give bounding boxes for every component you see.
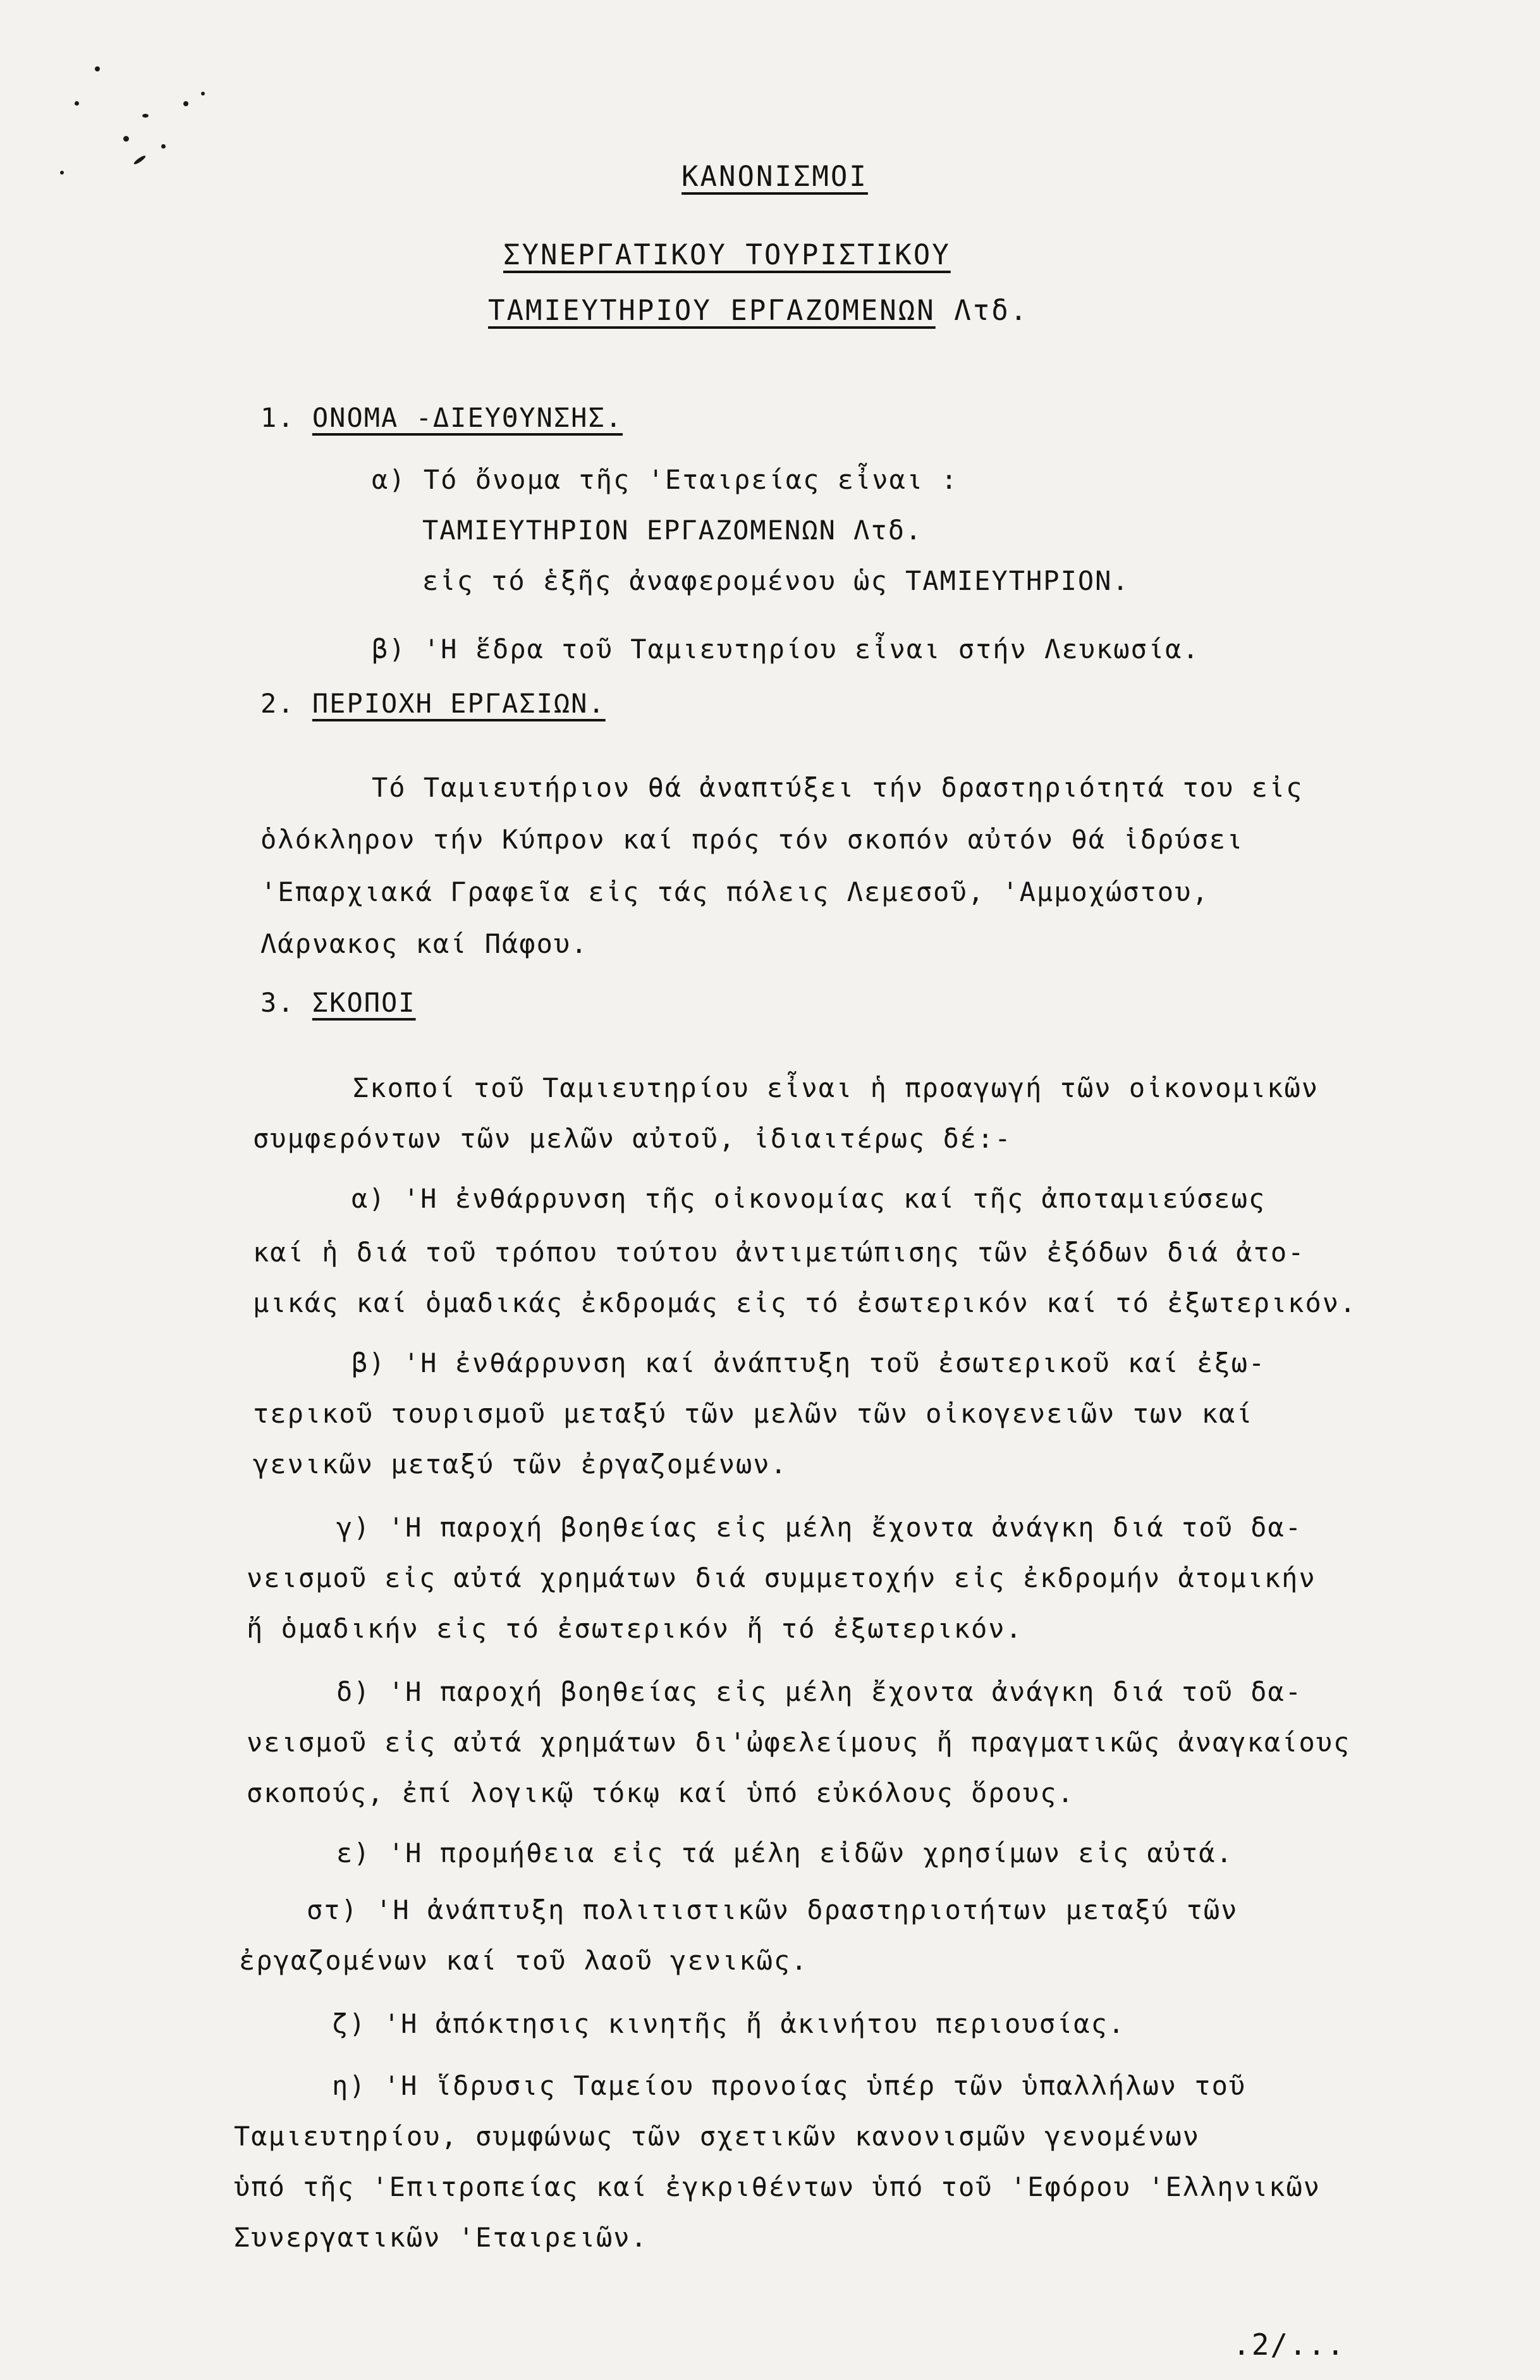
- section-3-line: η) 'Η ἵδρυσις Ταμείου προνοίας ὑπέρ τῶν ὑπαλλήλων τοῦ: [332, 2070, 1247, 2101]
- section-3-line: ε) 'Η προμήθεια εἰς τά μέλη εἰδῶν χρησίμων εἰς αὐτά.: [336, 1837, 1233, 1868]
- section-3-line: συμφερόντων τῶν μελῶν αὐτοῦ, ἰδιαιτέρως δέ:-: [253, 1123, 1012, 1154]
- section-1-line: ΤΑΜΙΕΥΤΗΡΙΟΝ ΕΡΓΑΖΟΜΕΝΩΝ Λτδ.: [422, 515, 923, 546]
- section-3-line: στ) 'Η ἀνάπτυξη πολιτιστικῶν δραστηριοτήτων μεταξύ τῶν: [307, 1894, 1238, 1925]
- title-line-3-underlined: ΤΑΜΙΕΥΤΗΡΙΟΥ ΕΡΓΑΖΟΜΕΝΩΝ: [488, 295, 936, 327]
- title-line-3: [488, 297, 1029, 325]
- section-3-line: ὑπό τῆς 'Επιτροπείας καί ἐγκριθέντων ὑπό τοῦ 'Εφόρου 'Ελληνικῶν: [234, 2171, 1321, 2202]
- section-3-line: ἤ ὁμαδικήν εἰς τό ἐσωτερικόν ἤ τό ἐξωτερικόν.: [247, 1613, 1023, 1644]
- section-number: 3.: [260, 987, 295, 1018]
- title-line-3-suffix: Λτδ.: [935, 295, 1029, 327]
- section-3-heading: [260, 987, 416, 1018]
- section-1-line: εἰς τό ἑξῆς ἀναφερομένου ὡς ΤΑΜΙΕΥΤΗΡΙΟΝ.: [422, 565, 1130, 596]
- section-3-line: γ) 'Η παροχή βοηθείας εἰς μέλη ἔχοντα ἀνάγκη διά τοῦ δα-: [336, 1512, 1303, 1543]
- section-3-line: ἐργαζομένων καί τοῦ λαοῦ γενικῶς.: [239, 1945, 809, 1976]
- section-3-line: νεισμοῦ εἰς αὐτά χρημάτων δι'ὠφελείμους ἤ πραγματικῶς ἀναγκαίους: [247, 1727, 1351, 1758]
- section-3-line: Ταμιευτηρίου, συμφώνως τῶν σχετικῶν κανονισμῶν γενομένων: [234, 2121, 1201, 2152]
- section-1-line: α) Τό ὄνομα τῆς 'Εταιρείας εἶναι :: [372, 464, 958, 495]
- section-1-line: β) 'Η ἕδρα τοῦ Ταμιευτηρίου εἶναι στήν Λευκωσία.: [372, 634, 1200, 665]
- section-2-line: Τό Ταμιευτήριον θά ἀναπτύξει τήν δραστηριότητά του εἰς: [372, 772, 1304, 803]
- section-number: 2.: [260, 688, 295, 719]
- section-2-line: ὁλόκληρον τήν Κύπρον καί πρός τόν σκοπόν αὐτόν θά ἱδρύσει: [260, 824, 1244, 855]
- page-marker: .2/...: [1233, 2328, 1346, 2362]
- section-title: ΠΕΡΙΟΧΗ ΕΡΓΑΣΙΩΝ.: [312, 688, 606, 719]
- section-3-line: σκοπούς, ἐπί λογικῷ τόκῳ καί ὑπό εὐκόλους ὅρους.: [247, 1777, 1075, 1808]
- section-3-line: β) 'Η ἐνθάρρυνση καί ἀνάπτυξη τοῦ ἐσωτερικοῦ καί ἐξω-: [351, 1347, 1266, 1378]
- section-3-line: δ) 'Η παροχή βοηθείας εἰς μέλη ἔχοντα ἀνάγκη διά τοῦ δα-: [336, 1676, 1303, 1707]
- section-title: ΣΚΟΠΟΙ: [312, 987, 416, 1018]
- section-3-line: μικάς καί ὁμαδικάς ἐκδρομάς εἰς τό ἐσωτερικόν καί τό ἐξωτερικόν.: [253, 1287, 1357, 1318]
- title-line-2: ΣΥΝΕΡΓΑΤΙΚΟΥ ΤΟΥΡΙΣΤΙΚΟΥ: [503, 239, 951, 271]
- section-3-line: νεισμοῦ εἰς αὐτά χρημάτων διά συμμετοχήν εἰς ἐκδρομήν ἀτομικήν: [247, 1562, 1316, 1593]
- section-3-line: καί ἡ διά τοῦ τρόπου τούτου ἀντιμετώπισης τῶν ἐξόδων διά ἀτο-: [253, 1237, 1305, 1268]
- section-2-line: 'Επαρχιακά Γραφεῖα εἰς τάς πόλεις Λεμεσοῦ, 'Αμμοχώστου,: [260, 876, 1209, 907]
- section-title: ΟΝΟΜΑ -ΔΙΕΥΘΥΝΣΗΣ.: [312, 402, 623, 433]
- section-number: 1.: [260, 402, 295, 433]
- section-3-line: Συνεργατικῶν 'Εταιρειῶν.: [234, 2222, 648, 2253]
- section-3-line: Σκοποί τοῦ Ταμιευτηρίου εἶναι ἡ προαγωγή τῶν οἰκονομικῶν: [353, 1072, 1319, 1103]
- section-3-line: τερικοῦ τουρισμοῦ μεταξύ τῶν μελῶν τῶν οἰκογενειῶν των καί: [253, 1398, 1254, 1429]
- section-3-line: α) 'Η ἐνθάρρυνση τῆς οἰκονομίας καί τῆς ἀποταμιεύσεως: [351, 1183, 1266, 1214]
- section-3-line: ζ) 'Η ἀπόκτησις κινητῆς ἤ ἀκινήτου περιουσίας.: [332, 2008, 1126, 2039]
- section-2-heading: [260, 690, 606, 717]
- section-3-line: γενικῶν μεταξύ τῶν ἐργαζομένων.: [253, 1449, 788, 1480]
- section-1-heading: [260, 402, 623, 433]
- section-2-line: Λάρνακος καί Πάφου.: [260, 928, 589, 959]
- document-title: ΚΑΝΟΝΙΣΜΟΙ: [681, 161, 868, 193]
